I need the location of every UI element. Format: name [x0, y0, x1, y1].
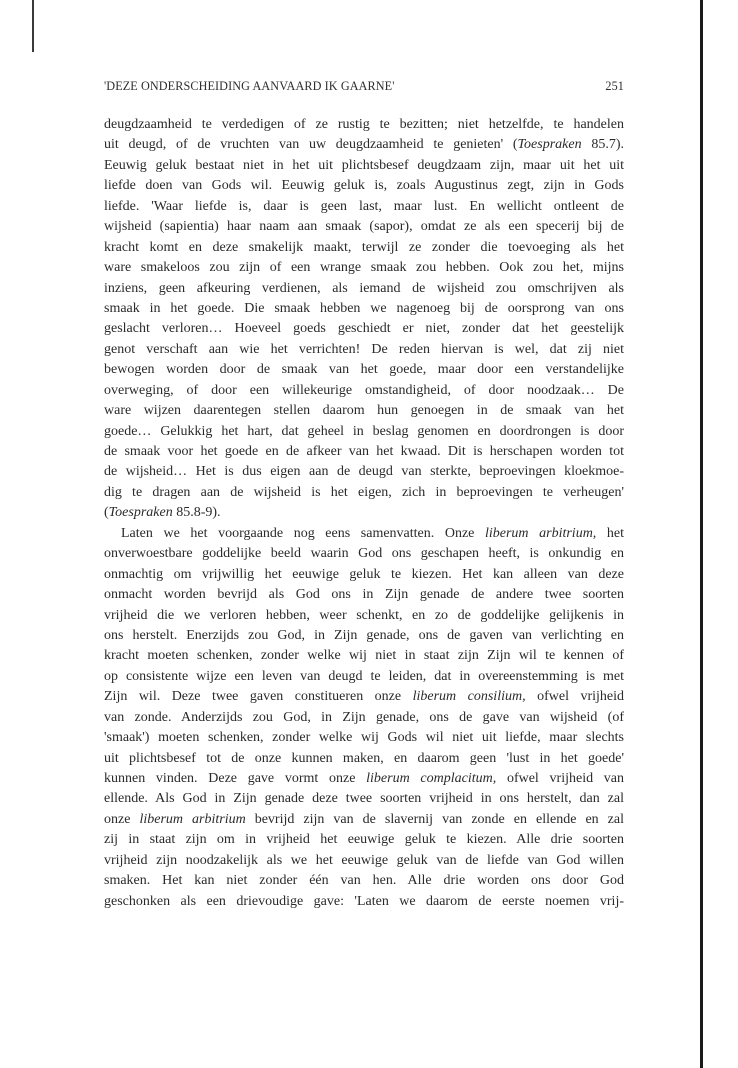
scan-edge-left	[32, 0, 34, 52]
italic-title: Toespraken	[108, 505, 173, 521]
text-line: van zonde. Anderzijds zou God, in Zijn genade, ons de gave van wijsheid (of	[104, 709, 624, 725]
italic-title: Toespraken	[517, 137, 582, 153]
text-line: uit plichtsbesef tot de onze kunnen maken, en daarom geen 'lust in het goede'	[104, 750, 624, 766]
italic-term: liberum arbitrium,	[484, 525, 597, 541]
text-line: de wijsheid… Het is dus eigen aan de deugd van sterkte, beproevingen kloekmoe-	[104, 464, 624, 480]
text-line: dig te dragen aan de wijsheid is het eigen, zich in beproevingen te verheugen'	[104, 484, 624, 500]
text-line: inziens, geen afkeuring verdienen, als iemand de wijsheid zou omschrijven als	[104, 280, 624, 296]
page-number: 251	[605, 79, 624, 93]
running-head	[104, 79, 624, 97]
text-line: onze liberum arbitrium bevrijd zijn van de slavernij van zonde en ellende en zal	[104, 811, 624, 827]
text-line: liefde. 'Waar liefde is, daar is geen last, maar lust. En wellicht ontleent de	[104, 198, 624, 214]
text-line: kunnen vinden. Deze gave vormt onze liberum complacitum, ofwel vrijheid van	[104, 771, 625, 786]
text-line: geschonken als een drievoudige gave: 'Laten we daarom de eerste noemen vrij-	[104, 893, 624, 909]
text-line: vrijheid die we verloren hebben, weer schenkt, en zo de goddelijke gelijkenis in	[104, 607, 624, 623]
text-line: ellende. Als God in Zijn genade deze twee soorten vrijheid in ons herstelt, dan zal	[104, 791, 624, 807]
italic-term: liberum arbitrium	[139, 811, 246, 827]
text-line: genot verschaft aan wie het verrichten! De reden hiervan is wel, dat zij niet	[104, 341, 624, 357]
text-line: geslacht verloren… Hoeveel goeds geschiedt er niet, zonder dat het geestelijk	[104, 321, 624, 337]
text-line: kracht komt en deze smakelijk maakt, terwijl ze zonder die toevoeging als het	[104, 239, 624, 255]
text-line: goede… Gelukkig het hart, dat geheel in beslag genomen en doordrongen is door	[104, 423, 624, 439]
italic-term: liberum complacitum,	[366, 771, 497, 786]
text-line: Laten we het voorgaande nog eens samenvatten. Onze liberum arbitrium, het	[121, 525, 625, 541]
text-line: onverwoestbare goddelijke beeld waarin God ons geschapen heeft, is onkundig en	[104, 546, 624, 562]
text-line: (Toespraken 85.8-9).	[104, 505, 221, 521]
text-line: kracht moeten schenken, zonder welke wij niet in staat zijn Zijn wil te kennen of	[104, 648, 624, 664]
text-line: bewogen worden door de smaak van het goede, maar door een verstandelijke	[104, 362, 624, 378]
text-line: op consistente wijze een leven van deugd te leiden, dat in overeenstemming is met	[104, 668, 624, 684]
paragraph-1	[104, 115, 624, 524]
text-line: onmachtig om vrijwillig het eeuwige geluk te kiezen. Het kan alleen van deze	[104, 566, 624, 582]
text-line: vrijheid zijn noodzakelijk als we het eeuwige geluk van de liefde van God willen	[104, 852, 624, 868]
text-line: ware wijzen daarentegen stellen daarom hun genoegen in de smaak van het	[104, 403, 624, 419]
scan-edge-right	[700, 0, 703, 1068]
text-line: smaken. Het kan niet zonder één van hen. Alle drie worden ons door God	[104, 873, 624, 889]
text-line: liefde doen van Gods wil. Eeuwig geluk is, zoals Augustinus zegt, zijn in Gods	[104, 178, 624, 194]
text-line: ware smakeloos zou zijn of een wrange smaak zou hebben. Ook zou het, mijns	[104, 260, 624, 276]
text-line: overweging, of door een willekeurige omstandigheid, of door noodzaak… De	[104, 382, 624, 398]
paragraph-2	[104, 524, 624, 912]
italic-term: liberum consilium,	[412, 689, 526, 705]
text-line: onmacht worden bevrijd als God ons in Zijn genade de andere twee soorten	[104, 587, 624, 603]
text-line: zij in staat zijn om in vrijheid het eeuwige geluk te kiezen. Alle drie soorten	[104, 832, 624, 848]
text-line: Eeuwig geluk bestaat niet in het uit plichtsbesef deugdzaam zijn, maar uit het uit	[104, 157, 624, 173]
text-line: de smaak voor het goede en de afkeer van het kwaad. Dit is herschapen worden tot	[104, 444, 624, 459]
running-head-title: 'DEZE ONDERSCHEIDING AANVAARD IK GAARNE'	[104, 79, 395, 93]
text-line: deugdzaamheid te verdedigen of ze rustig te bezitten; niet hetzelfde, te handelen	[104, 117, 624, 132]
text-line: 'smaak') moeten schenken, zonder welke wij Gods wil niet uit liefde, maar slechts	[104, 730, 624, 746]
text-line: uit deugd, of de vruchten van uw deugdzaamheid te genieten' (Toespraken 85.7).	[104, 137, 624, 153]
text-line: smaak in het goede. Die smaak hebben we nagenoeg bij de oorsprong van ons	[104, 300, 624, 316]
text-line: Zijn wil. Deze twee gaven constitueren onze liberum consilium, ofwel vrijheid	[104, 689, 624, 705]
body-text	[104, 115, 624, 912]
text-line: wijsheid (sapientia) haar naam aan smaak (sapor), omdat ze als een specerij bij de	[104, 219, 624, 235]
text-line: ons herstelt. Enerzijds zou God, in Zijn genade, ons de gaven van verlichting en	[104, 627, 624, 643]
